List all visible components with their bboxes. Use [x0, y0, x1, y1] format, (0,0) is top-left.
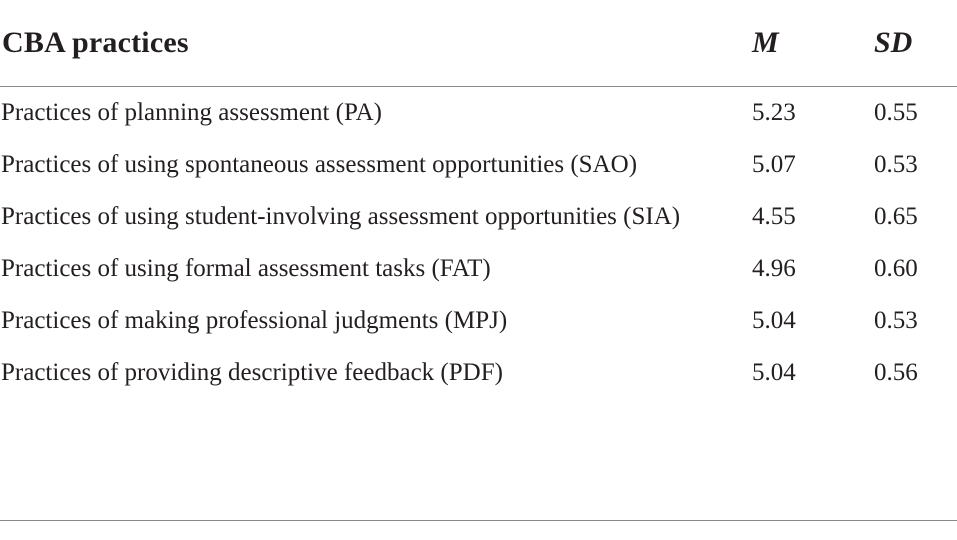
header-sd: SD: [832, 0, 957, 87]
practice-name: Practices of using student-involving assessment opportunities (SIA): [1, 203, 681, 230]
practice-name: Practices of using spontaneous assessment opportunities (SAO): [1, 151, 638, 178]
sd-value: 0.65: [874, 203, 918, 230]
sd-value: 0.56: [874, 359, 918, 386]
header-mean: M: [710, 0, 832, 87]
header-cba-practices: CBA practices: [0, 0, 710, 87]
table-header: [0, 0, 957, 87]
table-row: [0, 347, 957, 419]
sd-value: 0.55: [874, 99, 918, 126]
table-bottom-rule: [0, 520, 957, 521]
header-row: [0, 0, 957, 87]
table-body: [0, 87, 957, 420]
practice-name: Practices of planning assessment (PA): [1, 99, 382, 126]
sd-value: 0.60: [874, 255, 918, 282]
practice-name: Practices of making professional judgments (MPJ): [1, 307, 508, 334]
mean-value: 5.23: [752, 99, 796, 126]
table-row: [0, 87, 957, 140]
mean-value: 5.07: [752, 151, 796, 178]
table-row: [0, 139, 957, 191]
sd-value: 0.53: [874, 151, 918, 178]
table-row: [0, 191, 957, 243]
mean-value: 4.55: [752, 203, 796, 230]
table-row: [0, 243, 957, 295]
practice-name: Practices of using formal assessment tasks (FAT): [1, 255, 491, 282]
mean-value: 5.04: [752, 359, 796, 386]
sd-value: 0.53: [874, 307, 918, 334]
mean-value: 4.96: [752, 255, 796, 282]
table-row: [0, 295, 957, 347]
mean-value: 5.04: [752, 307, 796, 334]
practice-name: Practices of providing descriptive feedback (PDF): [1, 359, 503, 386]
